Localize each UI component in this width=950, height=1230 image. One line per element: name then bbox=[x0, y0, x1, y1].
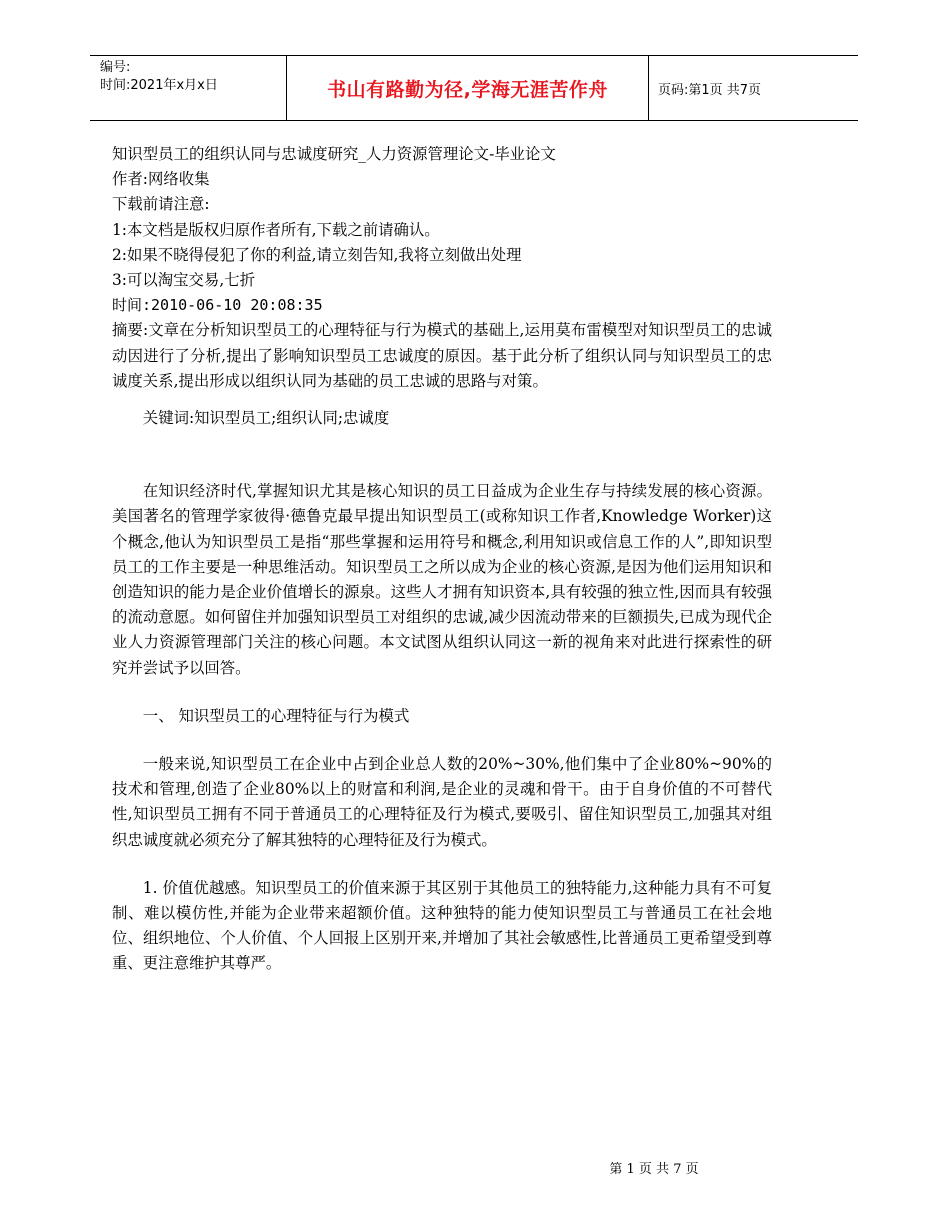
abstract-paragraph: 摘要:文章在分析知识型员工的心理特征与行为模式的基础上,运用莫布雷模型对知识型员工的忠诚动因进行了分析,提出了影响知识型员工忠诚度的原因。基于此分析了组织认同与知识型员工的忠诚度关系,提出形成以组织认同为基础的员工忠诚的思路与对策。 bbox=[112, 321, 772, 390]
point-paragraph: 1. 价值优越感。知识型员工的价值来源于其区别于其他员工的独特能力,这种能力具有不可复制、难以模仿性,并能为企业带来超额价值。这种独特的能力使知识型员工与普通员工在社会地位、组织地位、个人价值、个人回报上区别开来,并增加了其社会敏感性,比普通员工更希望受到尊重、更注意维护其尊严。 bbox=[112, 878, 772, 973]
notice-item: 3:可以淘宝交易,七折 bbox=[112, 271, 255, 290]
document-time: 时间:2010-06-10 20:08:35 bbox=[112, 296, 323, 315]
notice-item: 2:如果不晓得侵犯了你的利益,请立刻告知,我将立刻做出处理 bbox=[112, 245, 522, 264]
intro-paragraph: 在知识经济时代,掌握知识尤其是核心知识的员工日益成为企业生存与持续发展的核心资源。美国著名的管理学家彼得·德鲁克最早提出知识型员工(或称知识工作者,Knowledge Worker)这个概念,他认为知识型员工是指“那些掌握和运用符号和概念,利用知识或信息工作的人”,即知识型员工的工作主要是一种思维活动。知识型员工之所以成为企业的核心资源,是因为他们运用知识和创造知识的能力是企业价值增长的源泉。这些人才拥有知识资本,具有较强的独立性,因而具有较强的流动意愿。如何留住并加强知识型员工对组织的忠诚,减少因流动带来的巨额损失,已成为现代企业人力资源管理部门关注的核心问题。本文试图从组织认同这一新的视角来对此进行探索性的研究并尝试予以回答。 bbox=[112, 482, 772, 677]
document-title: 知识型员工的组织认同与忠诚度研究_人力资源管理论文-毕业论文 bbox=[112, 145, 556, 163]
header-page-info: 页码:第1页 共7页 bbox=[658, 82, 762, 98]
document-date-label: 时间:2021年x月x日 bbox=[100, 78, 218, 93]
header-left-cell bbox=[90, 56, 287, 120]
notice-item: 1:本文档是版权归原作者所有,下载之前请确认。 bbox=[112, 220, 440, 239]
page-footer-number: 第 1 页 共 7 页 bbox=[609, 1162, 699, 1177]
section-heading: 一、 知识型员工的心理特征与行为模式 bbox=[142, 706, 410, 725]
header-page-cell bbox=[649, 56, 858, 120]
document-number-label: 编号: bbox=[100, 60, 131, 75]
header-motto: 书山有路勤为径,学海无涯苦作舟 bbox=[327, 78, 608, 101]
section-paragraph: 一般来说,知识型员工在企业中占到企业总人数的20%~30%,他们集中了企业80%~90%的技术和管理,创造了企业80%以上的财富和利润,是企业的灵魂和骨干。由于自身价值的不可替代性,知识型员工拥有不同于普通员工的心理特征及行为模式,要吸引、留住知识型员工,加强其对组织忠诚度就必须充分了解其独特的心理特征及行为模式。 bbox=[112, 755, 772, 849]
header-motto-cell bbox=[287, 56, 649, 120]
notice-heading: 下载前请注意: bbox=[112, 195, 210, 214]
page-header bbox=[90, 55, 858, 121]
document-body bbox=[112, 142, 772, 977]
document-author: 作者:网络收集 bbox=[112, 170, 210, 189]
keywords-line: 关键词:知识型员工;组织认同;忠诚度 bbox=[142, 409, 390, 428]
